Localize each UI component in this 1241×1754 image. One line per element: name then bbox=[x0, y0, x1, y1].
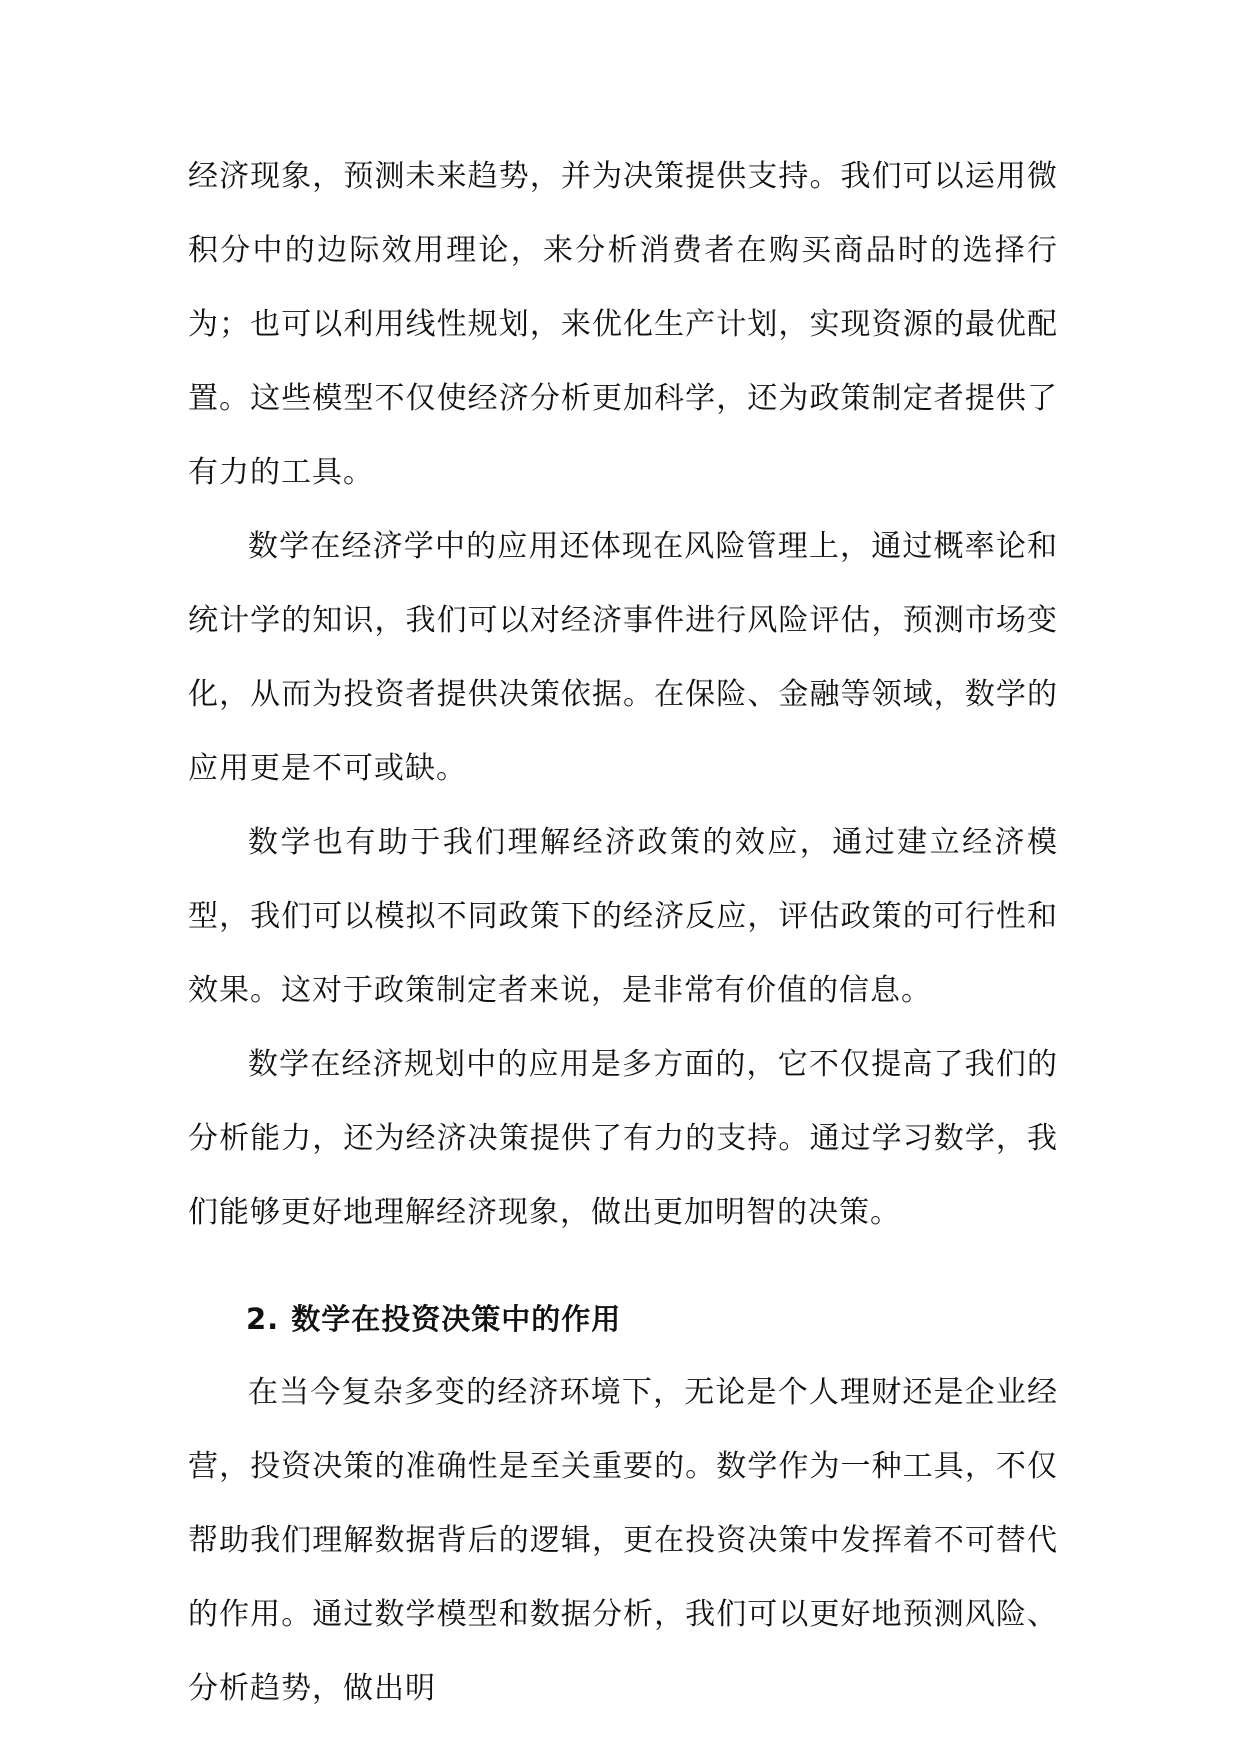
section-number: 2. bbox=[246, 1302, 280, 1336]
paragraph: 在当今复杂多变的经济环境下，无论是个人理财还是企业经营，投资决策的准确性是至关重要的。数学作为一种工具，不仅帮助我们理解数据背后的逻辑，更在投资决策中发挥着不可替代的作用。通过数学模型和数据分析，我们可以更好地预测风险、分析趋势，做出明 bbox=[188, 1375, 1058, 1706]
paragraph: 数学也有助于我们理解经济政策的效应，通过建立经济模型，我们可以模拟不同政策下的经济反应，评估政策的可行性和效果。这对于政策制定者来说，是非常有价值的信息。 bbox=[188, 825, 1058, 1008]
section-title: 数学在投资决策中的作用 bbox=[291, 1302, 622, 1336]
paragraph: 经济现象，预测未来趋势，并为决策提供支持。我们可以运用微积分中的边际效用理论，来分析消费者在购买商品时的选择行为；也可以利用线性规划，来优化生产计划，实现资源的最优配置。这些模型不仅使经济分析更加科学，还为政策制定者提供了有力的工具。 bbox=[188, 159, 1058, 490]
page-content bbox=[188, 140, 1058, 1726]
section-heading bbox=[188, 1282, 1058, 1356]
paragraph: 数学在经济规划中的应用是多方面的，它不仅提高了我们的分析能力，还为经济决策提供了有力的支持。通过学习数学，我们能够更好地理解经济现象，做出更加明智的决策。 bbox=[188, 1047, 1058, 1230]
paragraph: 数学在经济学中的应用还体现在风险管理上，通过概率论和统计学的知识，我们可以对经济事件进行风险评估，预测市场变化，从而为投资者提供决策依据。在保险、金融等领域，数学的应用更是不可或缺。 bbox=[188, 529, 1058, 786]
